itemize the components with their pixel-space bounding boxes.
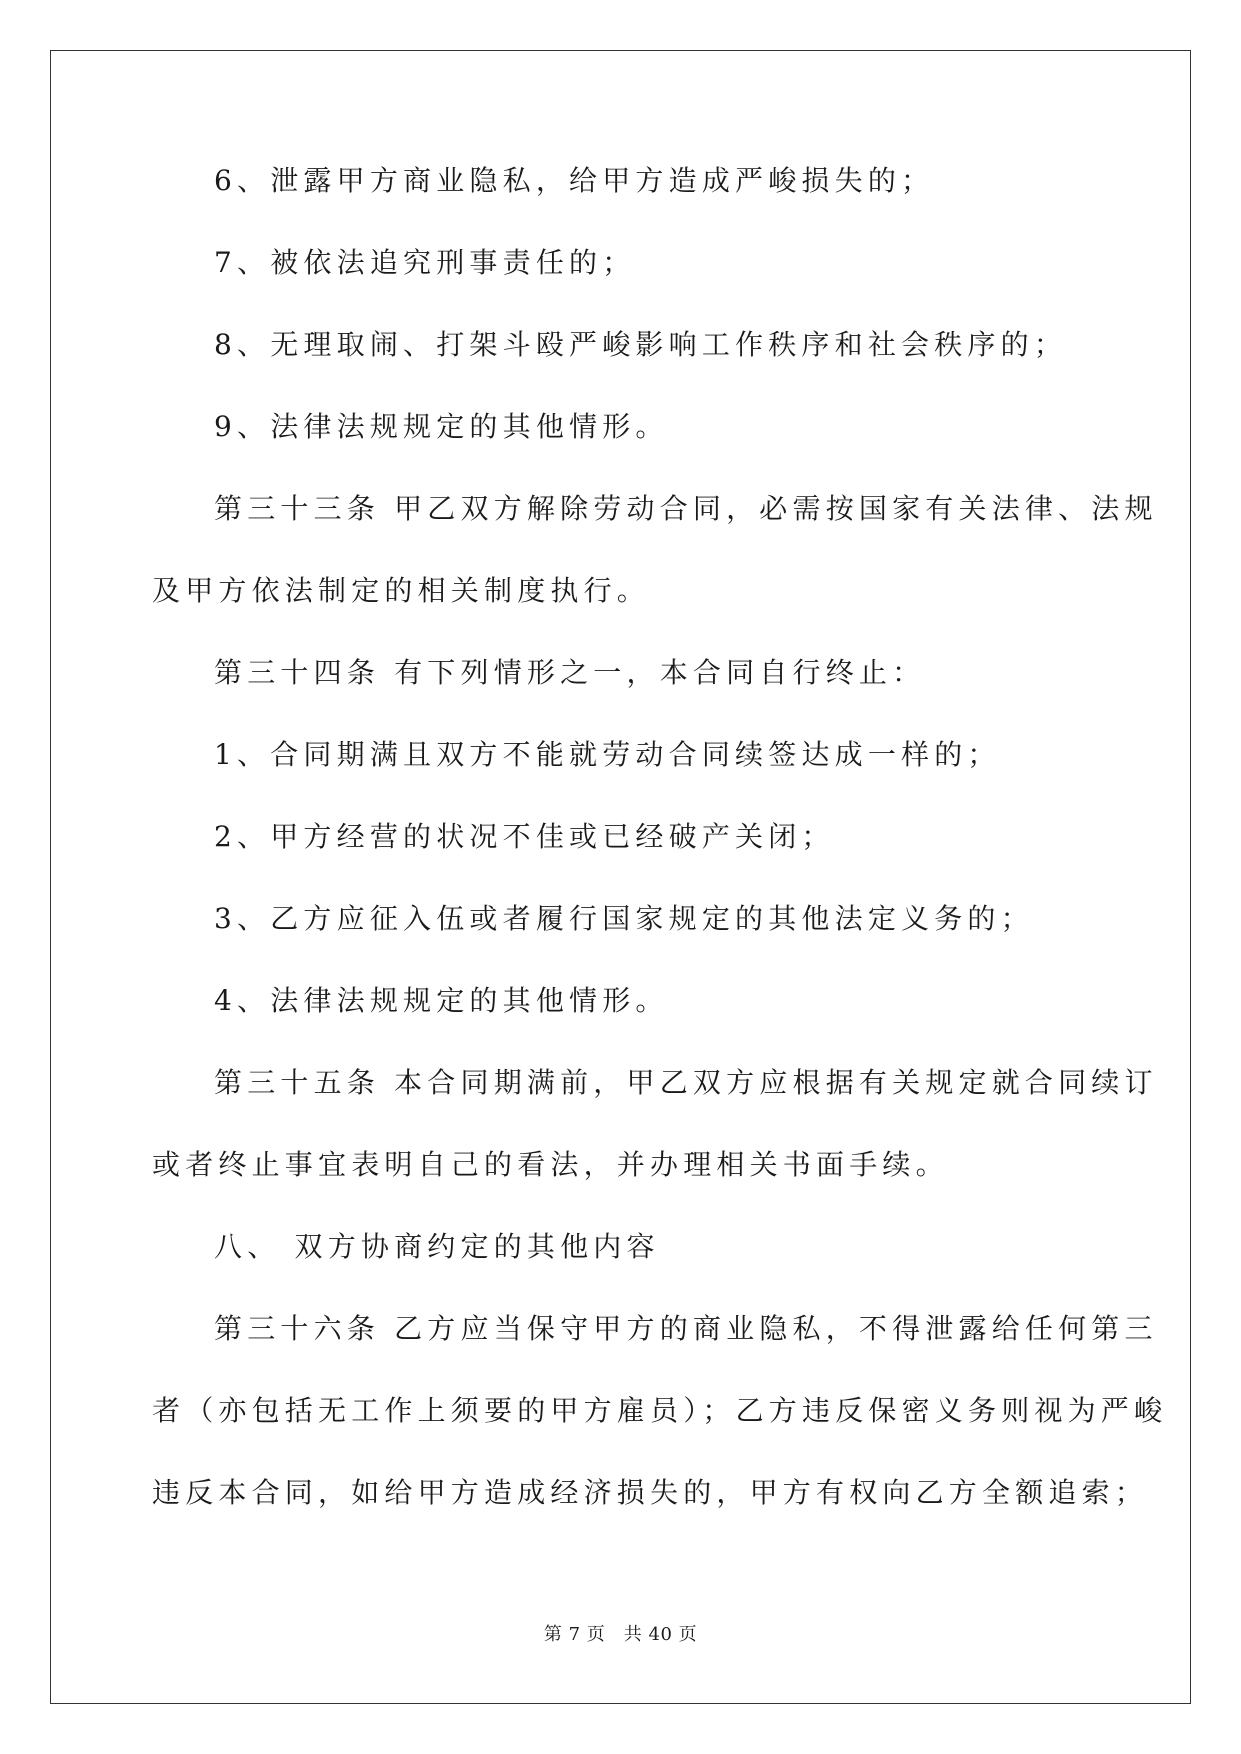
article-36-line-2: 者（亦包括无工作上须要的甲方雇员）；乙方违反保密义务则视为严峻 [152,1394,1168,1427]
document-body [152,160,1168,1554]
article-35-line-2: 或者终止事宜表明自己的看法，并办理相关书面手续。 [152,1148,949,1181]
paragraph-item-9: 9、法律法规规定的其他情形。 [214,410,669,443]
article-35 [152,1062,1158,1185]
article-36-line-1: 第三十六条 乙方应当保守甲方的商业隐私，不得泄露给任何第三 [214,1312,1158,1345]
article-35-line-1: 第三十五条 本合同期满前，甲乙双方应根据有关规定就合同续订 [214,1066,1158,1099]
article-34: 第三十四条 有下列情形之一，本合同自行终止： [214,656,926,689]
page-number-footer: 第 7 页 共 40 页 [543,1624,698,1645]
article-34-item-4: 4、法律法规规定的其他情形。 [214,984,669,1017]
paragraph-item-6: 6、泄露甲方商业隐私，给甲方造成严峻损失的； [214,164,935,197]
article-34-item-1: 1、合同期满且双方不能就劳动合同续签达成一样的； [214,738,1001,771]
article-33-line-1: 第三十三条 甲乙双方解除劳动合同，必需按国家有关法律、法规 [214,492,1158,525]
article-33-line-2: 及甲方依法制定的相关制度执行。 [152,574,651,607]
paragraph-item-7: 7、被依法追究刑事责任的； [214,246,636,279]
paragraph-item-8: 8、无理取闹、打架斗殴严峻影响工作秩序和社会秩序的； [214,328,1068,361]
article-34-item-2: 2、甲方经营的状况不佳或已经破产关闭； [214,820,835,853]
article-34-item-3: 3、乙方应征入伍或者履行国家规定的其他法定义务的； [214,902,1034,935]
article-33 [152,488,1158,611]
article-36-line-3: 违反本合同，如给甲方造成经济损失的，甲方有权向乙方全额追索； [152,1476,1149,1509]
section-heading-8: 八、 双方协商约定的其他内容 [214,1230,660,1263]
article-36 [152,1308,1168,1513]
